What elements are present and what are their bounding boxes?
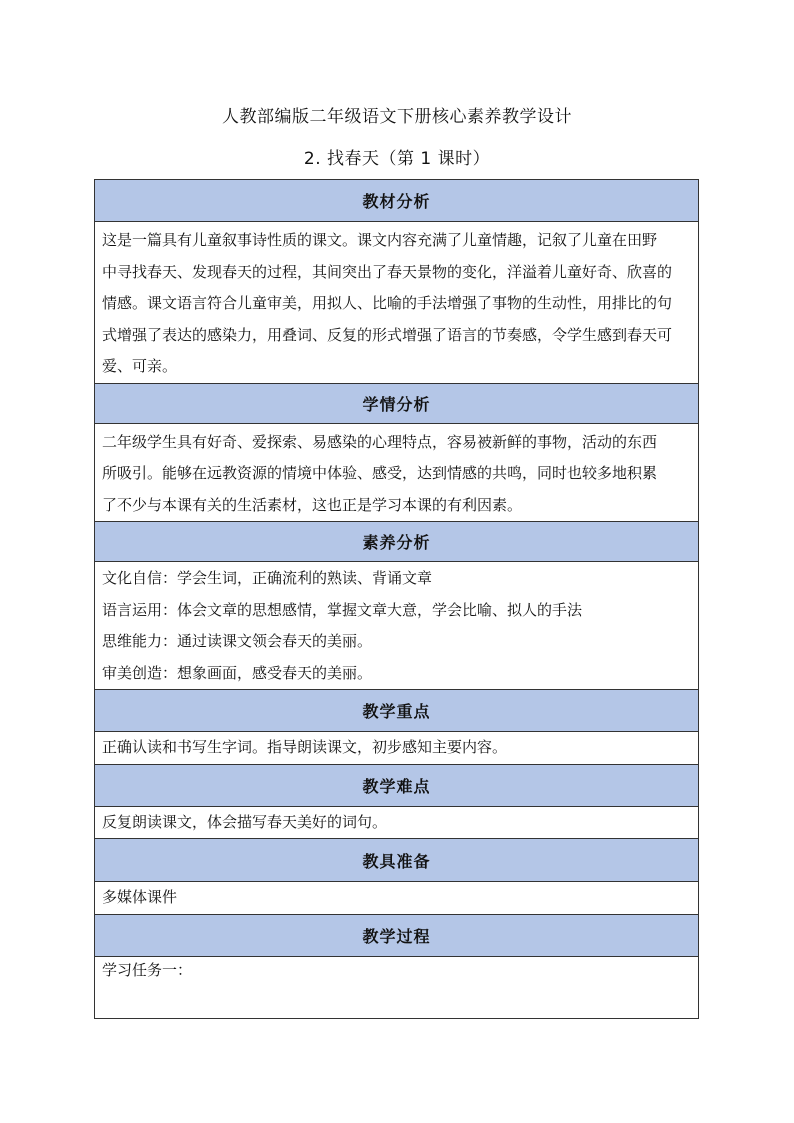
body-line: 审美创造：想象画面，感受春天的美丽。 (102, 663, 373, 682)
materials-body (95, 882, 699, 915)
key-points-body (95, 732, 699, 765)
body-line: 思维能力：通过读课文领会春天的美丽。 (102, 632, 373, 650)
textbook-analysis-body (95, 222, 699, 384)
body-line: 中寻找春天、发现春天的过程，其间突出了春天景物的变化，洋溢着儿童好奇、欣喜的 (102, 262, 673, 281)
literacy-analysis-body-row (95, 562, 699, 690)
body-line: 了不少与本课有关的生活素材，这也正是学习本课的有利因素。 (102, 495, 523, 514)
document-title: 人教部编版二年级语文下册核心素养教学设计 (222, 107, 572, 127)
body-line: 爱、可亲。 (102, 357, 178, 375)
difficulties-header-row (95, 764, 699, 806)
student-analysis-body-row (95, 423, 699, 522)
materials-body-row (95, 882, 699, 915)
process-header-row (95, 914, 699, 956)
student-analysis-heading: 学情分析 (95, 383, 699, 423)
body-line: 文化自信：学会生词，正确流利的熟读、背诵文章 (102, 569, 433, 587)
difficulties-body-row (95, 806, 699, 839)
textbook-analysis-header-row (95, 180, 699, 222)
literacy-analysis-body (95, 562, 699, 690)
body-line: 这是一篇具有儿童叙事诗性质的课文。课文内容充满了儿童情趣，记叙了儿童在田野 (102, 231, 658, 249)
body-line: 多媒体课件 (102, 888, 178, 906)
textbook-analysis-heading: 教材分析 (95, 180, 699, 222)
body-line: 正确认读和书写生字词。指导朗读课文，初步感知主要内容。 (102, 738, 508, 756)
student-analysis-body (95, 423, 699, 522)
difficulties-heading: 教学难点 (95, 764, 699, 806)
literacy-analysis-header-row (95, 522, 699, 562)
literacy-analysis-heading: 素养分析 (95, 522, 699, 562)
key-points-header-row (95, 690, 699, 732)
document-subtitle: 2. 找春天（第 1 课时） (303, 149, 491, 169)
lesson-plan-table (94, 179, 699, 1019)
materials-heading: 教具准备 (95, 839, 699, 882)
body-line: 反复朗读课文，体会描写春天美好的词句。 (102, 812, 388, 831)
student-analysis-header-row (95, 383, 699, 423)
body-line: 二年级学生具有好奇、爱探索、易感染的心理特点，容易被新鲜的事物，活动的东西 (102, 432, 658, 451)
body-line: 所吸引。能够在远教资源的情境中体验、感受，达到情感的共鸣，同时也较多地积累 (102, 464, 658, 482)
textbook-analysis-body-row (95, 222, 699, 384)
body-line: 学习任务一： (102, 960, 193, 979)
key-points-body-row (95, 732, 699, 765)
process-heading: 教学过程 (95, 914, 699, 956)
materials-header-row (95, 839, 699, 882)
body-line: 语言运用：体会文章的思想感情，掌握文章大意，学会比喻、拟人的手法 (102, 600, 583, 619)
key-points-heading: 教学重点 (95, 690, 699, 732)
body-line: 情感。课文语言符合儿童审美，用拟人、比喻的手法增强了事物的生动性，用排比的句 (102, 294, 673, 312)
process-body (95, 956, 699, 1018)
process-body-row (95, 956, 699, 1018)
body-line: 式增强了表达的感染力，用叠词、反复的形式增强了语言的节奏感，令学生感到春天可 (102, 325, 673, 344)
difficulties-body (95, 806, 699, 839)
